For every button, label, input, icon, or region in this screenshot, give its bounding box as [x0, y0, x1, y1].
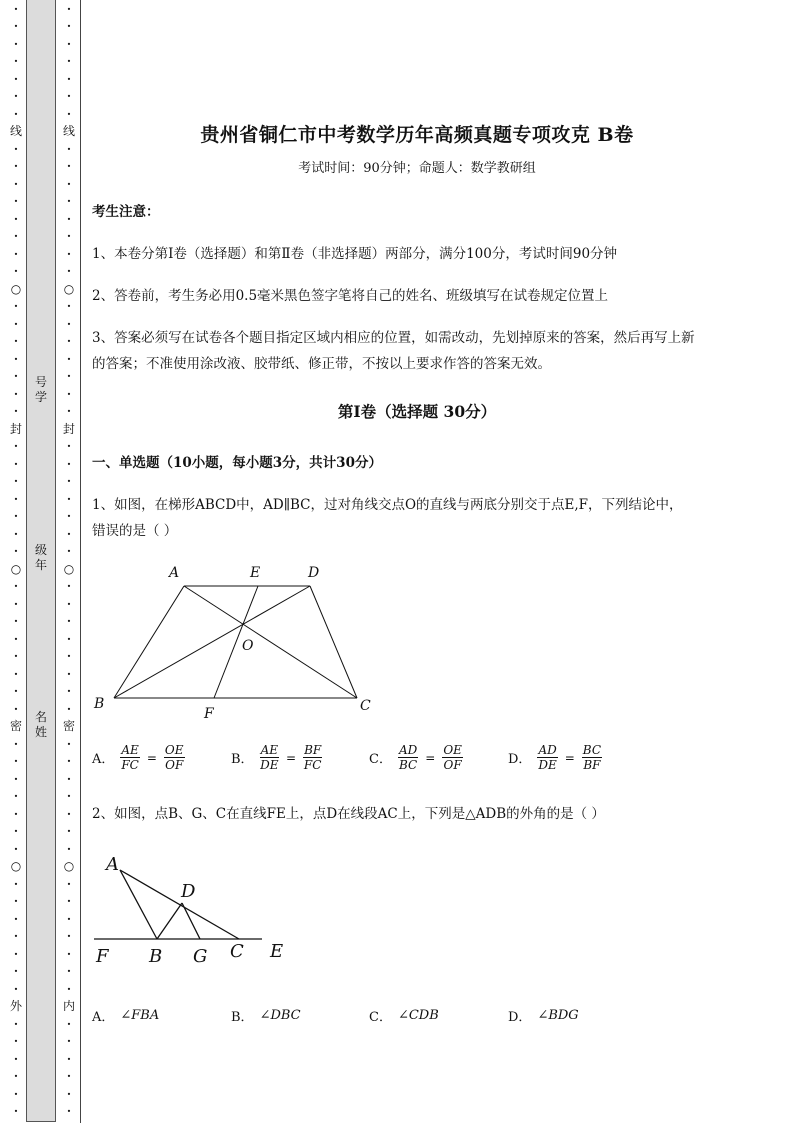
q1-text: 1、如图，在梯形ABCD中，AD∥BC，过对角线交点O的直线与两底分别交于点E,F，下列结论中，	[92, 497, 683, 513]
margin-dot: ·	[66, 1, 72, 16]
margin-marker-circle: ○	[63, 281, 75, 296]
name-field: 名 姓	[34, 710, 47, 739]
margin-dot: ·	[66, 246, 72, 261]
margin-dot: ·	[66, 596, 72, 611]
margin-dot: ·	[66, 579, 72, 594]
margin-dot: ·	[66, 509, 72, 524]
margin-dot: ·	[66, 176, 72, 191]
q1-trapezoid-figure	[92, 560, 382, 720]
label-e: E	[270, 941, 284, 962]
margin-marker-line-label: 线	[9, 124, 22, 139]
margin-dot: ·	[66, 771, 72, 786]
margin-dot: ·	[66, 36, 72, 51]
label-a: A	[169, 565, 180, 581]
margin-marker-circle: ○	[10, 859, 22, 874]
margin-marker-secret-label: 密	[9, 719, 22, 734]
margin-dot: ·	[66, 841, 72, 856]
margin-dot: ·	[66, 141, 72, 156]
margin-marker-outer-label: 外	[9, 999, 22, 1014]
margin-dot: ·	[13, 964, 19, 979]
margin-dot: ·	[66, 299, 72, 314]
notice-item-2: 2、答卷前，考生务必用0.5毫米黑色签字笔将自己的姓名、班级填写在试卷规定位置上	[92, 288, 609, 304]
margin-dot: ·	[66, 824, 72, 839]
margin-dot: ·	[13, 194, 19, 209]
label-b: B	[149, 946, 163, 967]
q1-option-a[interactable]: A． $\frac{AE}{FC}$ = $\frac{OE}{OF}$	[92, 743, 184, 772]
margin-marker-circle: ○	[10, 281, 22, 296]
side-dc	[310, 586, 357, 698]
margin-dot: ·	[13, 911, 19, 926]
margin-dot: ·	[66, 946, 72, 961]
label-b: B	[94, 696, 105, 712]
margin-dot: ·	[66, 264, 72, 279]
class-field: 级 年	[34, 543, 47, 572]
margin-dot: ·	[13, 211, 19, 226]
margin-dot: ·	[66, 89, 72, 104]
margin-dot: ·	[13, 106, 19, 121]
margin-dot: ·	[13, 351, 19, 366]
label-e: E	[250, 565, 261, 581]
margin-dot: ·	[13, 981, 19, 996]
q2-option-c[interactable]: C． ∠CDB	[369, 1008, 439, 1025]
q1-option-b[interactable]: B． $\frac{AE}{DE}$ = $\frac{BF}{FC}$	[231, 743, 322, 772]
label-o: O	[242, 638, 254, 654]
margin-dot: ·	[13, 579, 19, 594]
label-c: C	[230, 941, 244, 962]
margin-dot: ·	[13, 684, 19, 699]
q2-text: 2、如图，点B、G、C在直线FE上，点D在线段AC上，下列是△ADB的外角的是（ ）	[92, 806, 605, 822]
margin-dot: ·	[13, 456, 19, 471]
margin-dot: ·	[13, 946, 19, 961]
margin-dot: ·	[13, 649, 19, 664]
binding-margin-left	[7, 0, 25, 1123]
margin-dot: ·	[13, 929, 19, 944]
margin-dot: ·	[13, 771, 19, 786]
margin-dot: ·	[66, 544, 72, 559]
margin-dot: ·	[66, 439, 72, 454]
margin-dot: ·	[66, 229, 72, 244]
margin-marker-secret-label: 密	[62, 719, 75, 734]
student-info-band	[26, 0, 56, 1122]
margin-dot: ·	[13, 614, 19, 629]
margin-dot: ·	[66, 194, 72, 209]
margin-dot: ·	[13, 54, 19, 69]
margin-dot: ·	[13, 824, 19, 839]
binding-margin-right	[60, 0, 78, 1123]
margin-dot: ·	[13, 509, 19, 524]
margin-dot: ·	[13, 141, 19, 156]
margin-dot: ·	[66, 1016, 72, 1031]
section-title: 第I卷（选择题 30分）	[337, 402, 497, 421]
margin-dot: ·	[66, 789, 72, 804]
margin-dot: ·	[66, 71, 72, 86]
margin-dot: ·	[13, 841, 19, 856]
segment-db	[157, 903, 182, 939]
margin-dot: ·	[66, 929, 72, 944]
margin-dot: ·	[13, 1086, 19, 1101]
margin-dot: ·	[13, 229, 19, 244]
margin-dot: ·	[13, 789, 19, 804]
margin-dot: ·	[66, 1034, 72, 1049]
margin-dot: ·	[66, 491, 72, 506]
label-a: A	[106, 854, 119, 875]
margin-dot: ·	[13, 246, 19, 261]
margin-dot: ·	[66, 754, 72, 769]
margin-dot: ·	[13, 264, 19, 279]
margin-marker-inner-label: 内	[62, 999, 75, 1014]
margin-dot: ·	[13, 369, 19, 384]
margin-dot: ·	[13, 299, 19, 314]
margin-dot: ·	[13, 876, 19, 891]
margin-marker-seal-label: 封	[62, 421, 75, 436]
notice-item-3-cont: 的答案；不准使用涂改液、胶带纸、修正带，不按以上要求作答的答案无效。	[92, 356, 551, 372]
margin-dot: ·	[66, 526, 72, 541]
margin-dot: ·	[66, 1069, 72, 1084]
margin-dot: ·	[66, 614, 72, 629]
diagonal-bd	[114, 586, 310, 698]
margin-marker-line-label: 线	[62, 124, 75, 139]
margin-dot: ·	[66, 684, 72, 699]
side-ab	[114, 586, 184, 698]
margin-dot: ·	[66, 894, 72, 909]
margin-dot: ·	[13, 491, 19, 506]
margin-dot: ·	[66, 911, 72, 926]
margin-dot: ·	[66, 649, 72, 664]
margin-dot: ·	[66, 19, 72, 34]
margin-dot: ·	[13, 631, 19, 646]
margin-dot: ·	[13, 386, 19, 401]
q1-option-d[interactable]: D． $\frac{AD}{DE}$ = $\frac{BC}{BF}$	[508, 743, 602, 772]
label-f: F	[96, 946, 109, 967]
margin-dot: ·	[66, 736, 72, 751]
margin-marker-circle: ○	[63, 561, 75, 576]
margin-dot: ·	[13, 894, 19, 909]
label-f: F	[204, 706, 214, 720]
margin-dot: ·	[13, 36, 19, 51]
label-d: D	[308, 565, 320, 581]
margin-dot: ·	[13, 666, 19, 681]
margin-dot: ·	[13, 1, 19, 16]
margin-dot: ·	[13, 439, 19, 454]
q2-option-a[interactable]: A． ∠FBA	[92, 1008, 160, 1025]
margin-dot: ·	[13, 1016, 19, 1031]
margin-dot: ·	[13, 544, 19, 559]
margin-dot: ·	[13, 89, 19, 104]
margin-dot: ·	[13, 806, 19, 821]
margin-dot: ·	[13, 754, 19, 769]
margin-dot: ·	[13, 404, 19, 419]
margin-dot: ·	[66, 211, 72, 226]
margin-dot: ·	[13, 1051, 19, 1066]
notice-item-1: 1、本卷分第I卷（选择题）和第Ⅱ卷（非选择题）两部分，满分100分，考试时间90分钟	[92, 246, 618, 262]
margin-dot: ·	[13, 474, 19, 489]
margin-dot: ·	[13, 701, 19, 716]
margin-dot: ·	[13, 596, 19, 611]
margin-dot: ·	[13, 736, 19, 751]
exam-subtitle: 考试时间：90分钟；命题人：数学教研组	[298, 161, 536, 176]
q1-option-c[interactable]: C． $\frac{AD}{BC}$ = $\frac{OE}{OF}$	[369, 743, 462, 772]
margin-dot: ·	[66, 1051, 72, 1066]
diagonal-ac	[184, 586, 357, 698]
exam-title: 贵州省铜仁市中考数学历年高频真题专项攻克 B卷	[200, 124, 634, 146]
segment-dg	[182, 903, 200, 939]
part-heading: 一、单选题（10小题，每小题3分，共计30分）	[92, 455, 382, 471]
margin-dot: ·	[66, 876, 72, 891]
margin-dot: ·	[66, 369, 72, 384]
margin-dot: ·	[66, 981, 72, 996]
notice-item-3: 3、答案必须写在试卷各个题目指定区域内相应的位置，如需改动，先划掉原来的答案，然后再写上新	[92, 330, 695, 346]
label-g: G	[193, 946, 208, 967]
margin-dot: ·	[66, 474, 72, 489]
margin-dot: ·	[66, 701, 72, 716]
margin-marker-circle: ○	[63, 859, 75, 874]
margin-dot: ·	[66, 456, 72, 471]
margin-dot: ·	[13, 176, 19, 191]
q1-text-cont: 错误的是（ ）	[92, 523, 178, 539]
margin-dot: ·	[13, 316, 19, 331]
margin-dot: ·	[66, 1104, 72, 1119]
notice-heading: 考生注意：	[92, 204, 160, 220]
margin-dot: ·	[13, 19, 19, 34]
student-id-field: 号 学	[34, 375, 47, 404]
margin-dot: ·	[66, 351, 72, 366]
margin-dot: ·	[66, 54, 72, 69]
label-d: D	[181, 881, 196, 902]
margin-marker-seal-label: 封	[9, 421, 22, 436]
margin-dot: ·	[66, 666, 72, 681]
q2-option-b[interactable]: B． ∠DBC	[231, 1008, 301, 1025]
margin-dot: ·	[66, 964, 72, 979]
margin-dot: ·	[13, 334, 19, 349]
label-c: C	[360, 698, 371, 714]
margin-dot: ·	[13, 159, 19, 174]
margin-dot: ·	[13, 71, 19, 86]
margin-marker-circle: ○	[10, 561, 22, 576]
margin-dot: ·	[66, 106, 72, 121]
margin-dot: ·	[66, 631, 72, 646]
margin-dot: ·	[66, 334, 72, 349]
margin-dot: ·	[13, 1034, 19, 1049]
margin-dot: ·	[66, 386, 72, 401]
margin-dot: ·	[13, 526, 19, 541]
q2-triangle-figure	[92, 848, 302, 973]
margin-dot: ·	[13, 1104, 19, 1119]
margin-dot: ·	[13, 1069, 19, 1084]
q2-option-d[interactable]: D． ∠BDG	[508, 1008, 579, 1025]
margin-rule	[80, 0, 81, 1123]
margin-dot: ·	[66, 806, 72, 821]
margin-dot: ·	[66, 316, 72, 331]
margin-dot: ·	[66, 159, 72, 174]
margin-dot: ·	[66, 404, 72, 419]
margin-dot: ·	[66, 1086, 72, 1101]
